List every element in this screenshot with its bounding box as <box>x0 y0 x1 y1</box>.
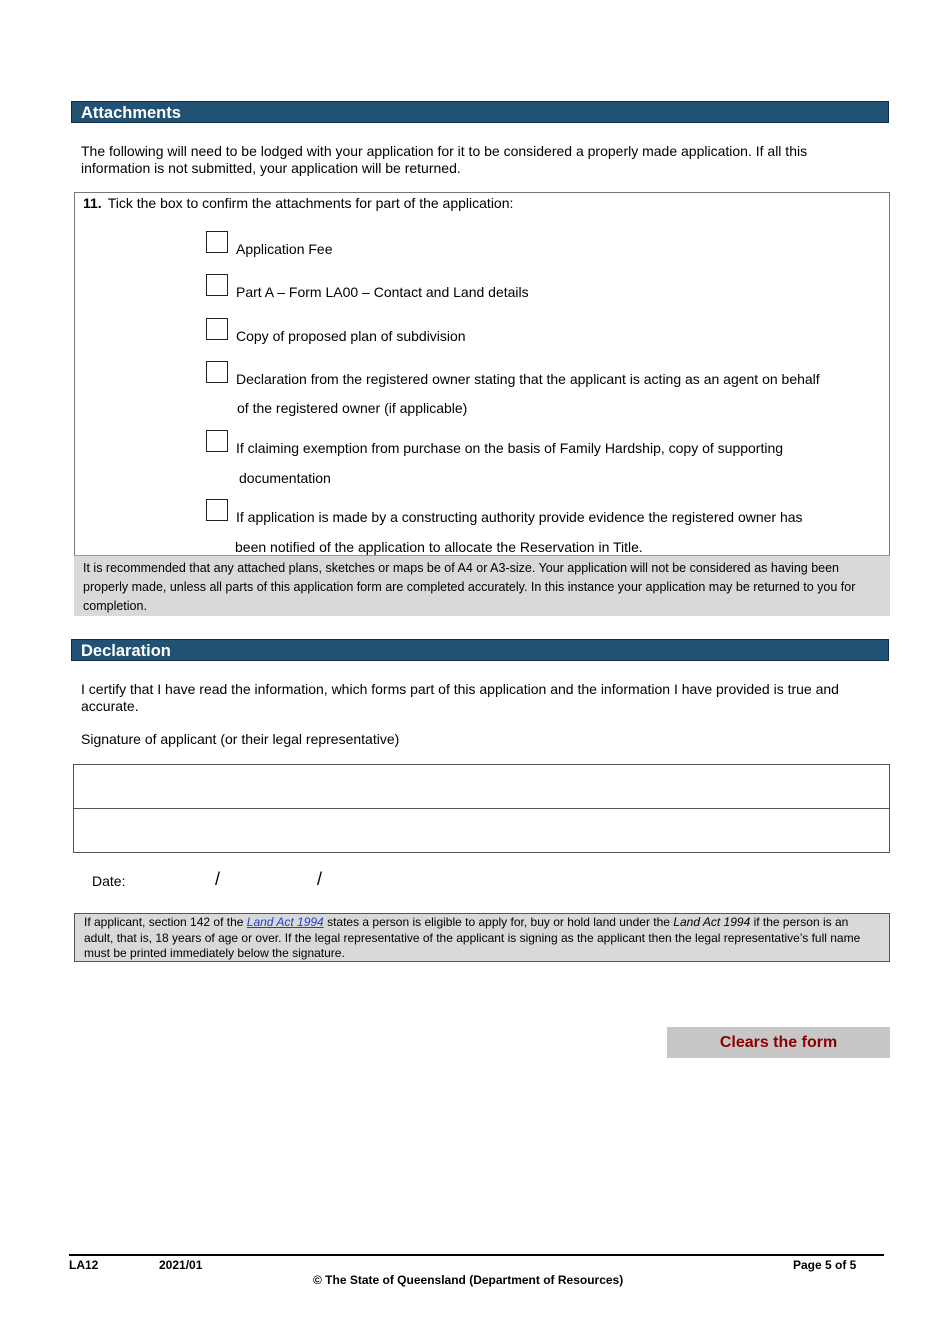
checkbox-constructing-authority[interactable] <box>206 499 228 521</box>
footer-copyright: © The State of Queensland (Department of Resources) <box>313 1273 624 1287</box>
signature-field[interactable] <box>73 764 890 809</box>
date-separator-1: / <box>215 869 221 889</box>
date-month-field[interactable] <box>232 868 312 890</box>
question-label <box>83 195 513 211</box>
date-label: Date: <box>92 873 126 889</box>
attachments-intro: The following will need to be lodged with your application for it to be considered a properly made application. If all this information is not submitted, your application will be returned. <box>81 143 808 176</box>
land-act-link[interactable]: Land Act 1994 <box>246 915 324 929</box>
footer-version: 2021/01 <box>159 1258 203 1272</box>
item-label-owner-declaration: Declaration from the registered owner stating that the applicant is acting as an agent on behalf <box>236 371 820 387</box>
checkbox-plan-of-subdivision[interactable] <box>206 318 228 340</box>
attachments-header: Attachments <box>71 101 889 123</box>
signature-label: Signature of applicant (or their legal representative) <box>81 731 400 747</box>
date-year-field[interactable] <box>334 868 414 890</box>
note-text-3: if the person is an adult, that is, 18 years of age or over. If the legal representative of the applicant is signing as the applicant then the legal representative’s full name must be printed immediately below the signature. <box>84 915 861 960</box>
checkbox-family-hardship[interactable] <box>206 430 228 452</box>
date-separator-2: / <box>317 869 323 889</box>
clear-form-button[interactable]: Clears the form <box>667 1027 890 1058</box>
note-text-1: If applicant, section 142 of the <box>84 915 247 929</box>
item-label-plan-of-subdivision: Copy of proposed plan of subdivision <box>236 328 466 344</box>
checkbox-part-a-form[interactable] <box>206 274 228 296</box>
question-number: 11. <box>83 195 102 211</box>
footer-page: Page 5 of 5 <box>793 1258 857 1272</box>
checkbox-owner-declaration[interactable] <box>206 361 228 383</box>
item-label-constructing-authority-cont: been notified of the application to allocate the Reservation in Title. <box>235 539 643 555</box>
footer-divider <box>69 1254 884 1256</box>
item-label-family-hardship-cont: documentation <box>239 470 331 486</box>
checkbox-application-fee[interactable] <box>206 231 228 253</box>
note-italic-act: Land Act 1994 <box>673 915 751 929</box>
declaration-header: Declaration <box>71 639 889 661</box>
item-label-owner-declaration-cont: of the registered owner (if applicable) <box>237 400 468 416</box>
item-label-family-hardship: If claiming exemption from purchase on the basis of Family Hardship, copy of supporting <box>236 440 784 456</box>
item-label-part-a-form: Part A – Form LA00 – Contact and Land details <box>236 284 529 300</box>
question-text: Tick the box to confirm the attachments for part of the application: <box>107 195 514 211</box>
footer-form-code: LA12 <box>69 1258 99 1272</box>
item-label-application-fee: Application Fee <box>236 241 333 257</box>
item-label-constructing-authority: If application is made by a constructing authority provide evidence the registered owner has <box>236 509 803 525</box>
signature-name-field[interactable] <box>73 808 890 853</box>
attachments-note: It is recommended that any attached plans, sketches or maps be of A4 or A3-size. Your application will not be considered as having been properly made, unless all parts of this application form are completed accurately. In this instance your application may be returned to you for completion. <box>74 555 890 616</box>
declaration-note <box>74 913 890 962</box>
declaration-certify: I certify that I have read the information, which forms part of this application and the information I have provided is true and accurate. <box>81 681 839 714</box>
date-day-field[interactable] <box>140 868 210 890</box>
note-text-2: states a person is eligible to apply for, buy or hold land under the <box>323 915 674 929</box>
